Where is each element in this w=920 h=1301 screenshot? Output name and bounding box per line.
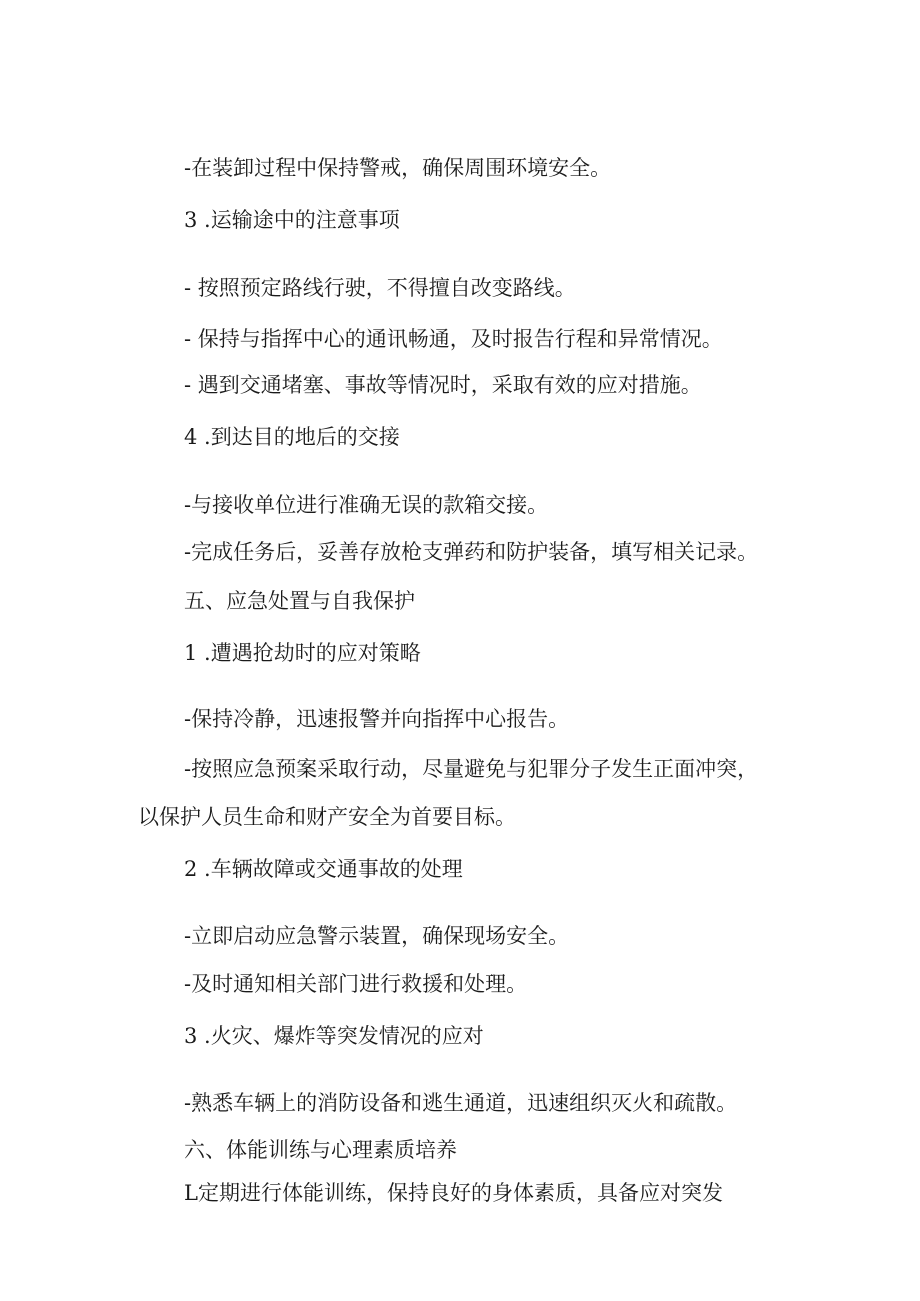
chapter-heading: 五、应急处置与自我保护 — [184, 589, 415, 613]
paragraph-line: L定期进行体能训练，保持良好的身体素质，具备应对突发 — [184, 1181, 723, 1205]
paragraph-line: -与接收单位进行准确无误的款箱交接。 — [184, 493, 549, 517]
paragraph-line: -在装卸过程中保持警戒，确保周围环境安全。 — [184, 156, 612, 180]
section-heading: 1 .遭遇抢劫时的应对策略 — [184, 641, 421, 665]
paragraph-line: -按照应急预案采取行动，尽量避免与犯罪分子发生正面冲突， — [184, 757, 759, 781]
paragraph-line: - 保持与指挥中心的通讯畅通，及时报告行程和异常情况。 — [184, 327, 723, 351]
section-heading: 2 .车辆故障或交通事故的处理 — [184, 857, 463, 881]
section-heading: 4 .到达目的地后的交接 — [184, 425, 400, 449]
paragraph-line: -保持冷静，迅速报警并向指挥中心报告。 — [184, 707, 570, 731]
paragraph-line: -熟悉车辆上的消防设备和逃生通道，迅速组织灭火和疏散。 — [184, 1091, 738, 1115]
paragraph-line: -完成任务后，妥善存放枪支弹药和防护装备，填写相关记录。 — [184, 540, 759, 564]
paragraph-line: -立即启动应急警示装置，确保现场安全。 — [184, 924, 570, 948]
paragraph-line: - 遇到交通堵塞、事故等情况时，采取有效的应对措施。 — [184, 373, 702, 397]
paragraph-line: -及时通知相关部门进行救援和处理。 — [184, 972, 528, 996]
paragraph-line: 以保护人员生命和财产安全为首要目标。 — [138, 805, 516, 829]
section-heading: 3 .运输途中的注意事项 — [184, 208, 400, 232]
section-heading: 3 .火灾、爆炸等突发情况的应对 — [184, 1024, 484, 1048]
chapter-heading: 六、体能训练与心理素质培养 — [184, 1138, 457, 1162]
paragraph-line: - 按照预定路线行驶，不得擅自改变路线。 — [184, 276, 576, 300]
